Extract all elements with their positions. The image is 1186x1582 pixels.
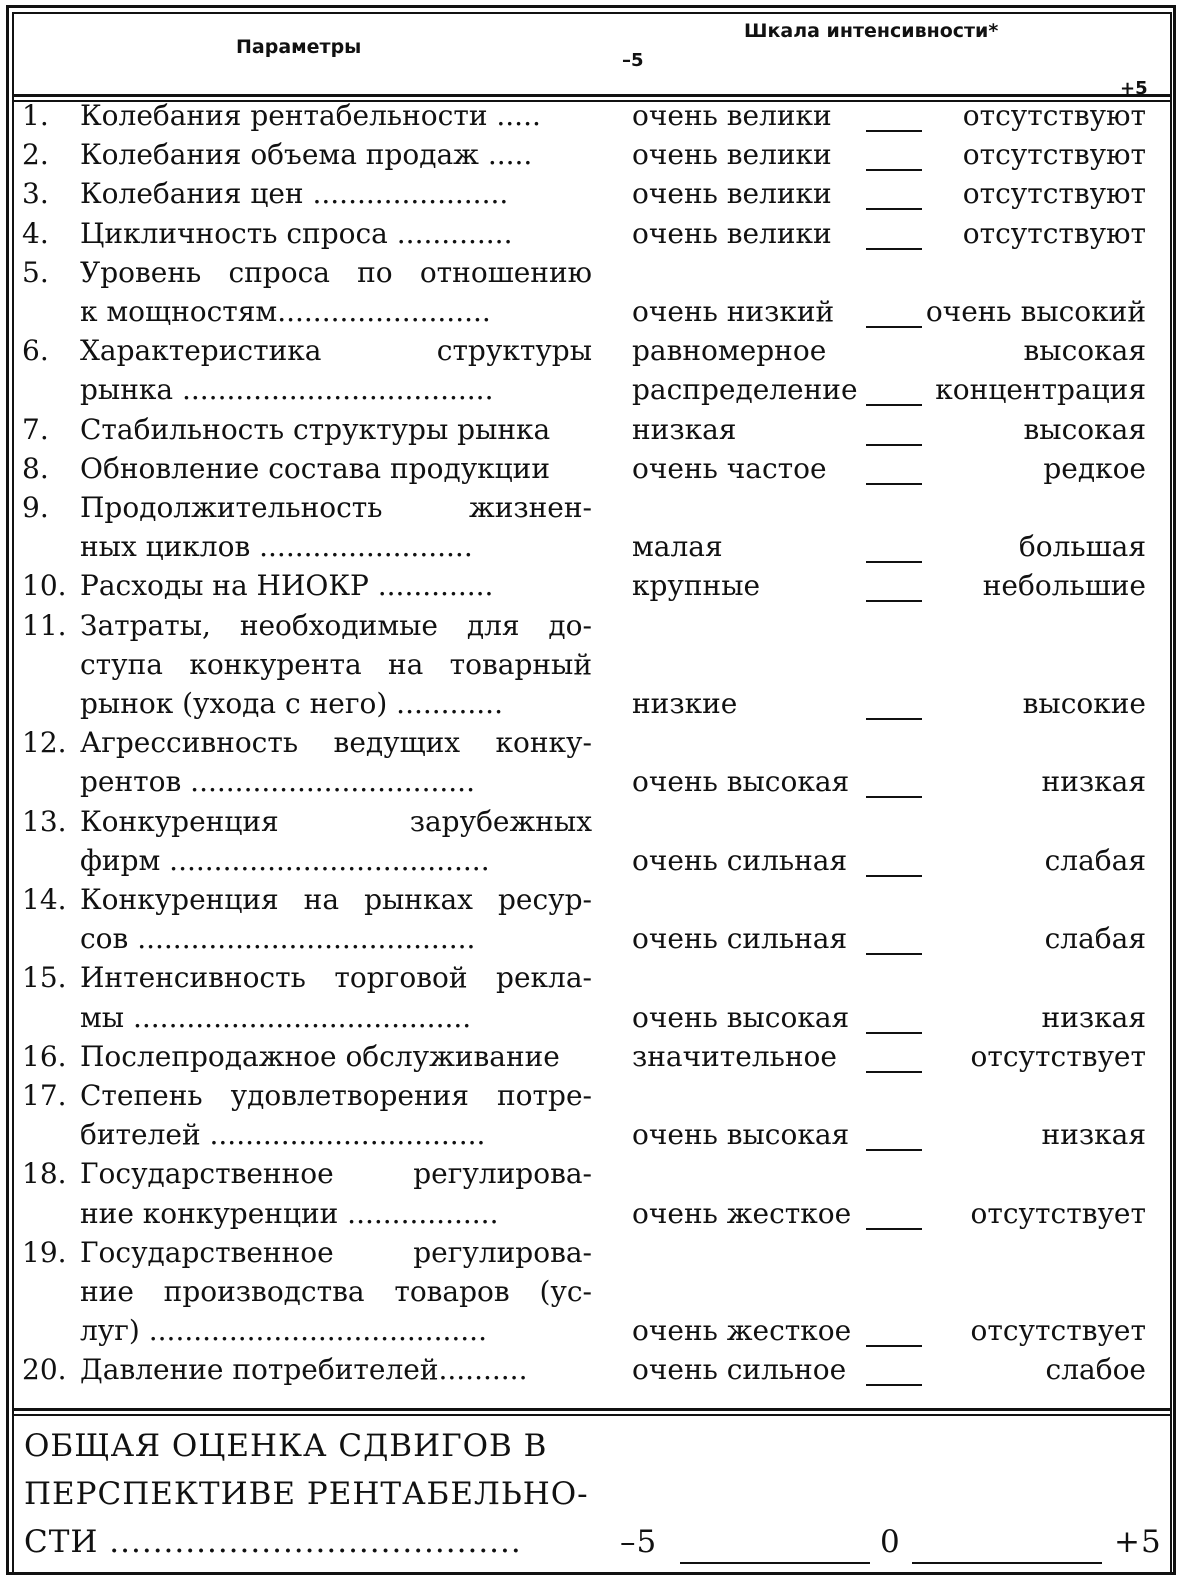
table-row: [0, 488, 1186, 528]
total-scale-zero: 0: [880, 1524, 901, 1560]
rating-blank: [866, 561, 922, 563]
scale-high-value: большая: [1018, 530, 1146, 564]
table-row: [0, 958, 1186, 998]
parameter-label: рынок (ухода с него) ............: [80, 687, 503, 720]
scale-low-value: очень жесткое: [632, 1314, 852, 1348]
row-number: 17.: [22, 1079, 67, 1112]
scale-low-value: очень высокая: [632, 1118, 850, 1152]
table-row: [0, 606, 1186, 646]
table-row: [0, 527, 1186, 567]
row-number: 3.: [22, 177, 49, 211]
table-row: [0, 880, 1186, 920]
table-row: [0, 331, 1186, 371]
scale-low-value: очень низкий: [632, 295, 835, 328]
parameter-label: Степень удовлетворения потре-: [80, 1079, 592, 1112]
total-scale-max: +5: [1114, 1524, 1162, 1560]
table-row: [0, 998, 1186, 1038]
table-row: [0, 919, 1186, 959]
rating-blank: [866, 169, 922, 171]
table-row: [0, 1154, 1186, 1194]
table-row: [0, 410, 1186, 450]
scale-low-value: очень высокая: [632, 1000, 850, 1034]
rating-blank: [866, 953, 922, 955]
table-row: [0, 566, 1186, 606]
rating-blank: [866, 326, 922, 328]
rating-blank: [866, 1345, 922, 1347]
scale-low-value: равномерное: [632, 334, 827, 368]
rating-blank: [866, 1149, 922, 1151]
row-number: 6.: [22, 334, 49, 368]
row-number: 18.: [22, 1157, 67, 1191]
table-row: [0, 1272, 1186, 1312]
parameter-label: Колебания объема продаж .....: [80, 138, 533, 172]
parameter-label: Продолжительность жизнен-: [80, 491, 592, 524]
row-number: 11.: [22, 608, 67, 642]
parameter-label: Цикличность спроса .............: [80, 216, 513, 250]
scale-high-value: отсутствует: [970, 1314, 1146, 1348]
parameter-label: ние конкуренции .................: [80, 1196, 499, 1230]
row-number: 10.: [22, 569, 67, 603]
scale-low-value: очень частое: [632, 451, 827, 485]
table-row: [0, 684, 1186, 724]
parameter-label: Стабильность структуры рынка: [80, 412, 551, 446]
scale-header: Шкала интенсивности*: [744, 20, 999, 42]
scale-high-value: высокая: [1023, 334, 1146, 368]
scale-high-value: очень высокий: [925, 295, 1146, 328]
scale-low-value: очень сильная: [632, 843, 848, 877]
table-row: [0, 1233, 1186, 1273]
scale-high-value: слабая: [1044, 922, 1146, 956]
scale-high-value: низкая: [1041, 765, 1146, 799]
total-label-line-1: ОБЩАЯ ОЦЕНКА СДВИГОВ В: [24, 1428, 548, 1464]
scale-low-value: очень сильное: [632, 1353, 847, 1387]
parameter-label: ных циклов ........................: [80, 530, 473, 564]
row-number: 8.: [22, 451, 49, 485]
table-row: [0, 214, 1186, 254]
table-row: [0, 1076, 1186, 1116]
parameter-label: Послепродажное обслуживание: [80, 1039, 560, 1073]
parameter-label: Характеристика структуры: [80, 334, 592, 368]
parameter-label: мы ......................................: [80, 1000, 472, 1034]
scale-high-value: высокие: [1022, 687, 1146, 720]
scale-low-value: очень велики: [632, 99, 832, 132]
scale-high-value: отсутствуют: [962, 99, 1146, 132]
table-row: [0, 292, 1186, 332]
row-number: 4.: [22, 216, 49, 250]
rating-blank: [866, 130, 922, 132]
parameter-label: рентов ................................: [80, 765, 475, 799]
scale-high-value: отсутствуют: [962, 138, 1146, 172]
scale-high-value: концентрация: [935, 373, 1146, 407]
table-row: [0, 645, 1186, 685]
parameter-label: к мощностям........................: [80, 295, 491, 328]
scale-high-value: низкая: [1041, 1118, 1146, 1152]
row-number: 9.: [22, 491, 49, 524]
table-row: [0, 370, 1186, 410]
rating-blank: [866, 796, 922, 798]
scale-high-value: отсутствует: [970, 1039, 1146, 1073]
scale-low-value: очень сильная: [632, 922, 848, 956]
table-row: [0, 96, 1186, 136]
row-number: 5.: [22, 255, 49, 289]
parameter-label: Обновление состава продукции: [80, 451, 550, 485]
table-row: [0, 253, 1186, 293]
row-number: 14.: [22, 883, 67, 916]
parameter-label: Колебания цен ......................: [80, 177, 509, 211]
scale-low-value: очень велики: [632, 177, 832, 211]
scale-low-value: очень жесткое: [632, 1196, 852, 1230]
parameter-label: бителей ...............................: [80, 1118, 486, 1152]
scale-low-value: крупные: [632, 569, 761, 603]
table-row: [0, 762, 1186, 802]
scale-low-value: очень велики: [632, 216, 832, 250]
rating-blank: [866, 1071, 922, 1073]
row-number: 19.: [22, 1235, 67, 1269]
rating-blank: [866, 248, 922, 250]
parameter-label: ние производства товаров (ус-: [80, 1275, 592, 1308]
params-header: Параметры: [236, 36, 362, 58]
parameter-label: Агрессивность ведущих конку-: [80, 726, 592, 760]
total-divider-inner: [14, 1414, 1170, 1416]
parameter-label: Уровень спроса по отношению: [80, 255, 592, 289]
parameter-label: Интенсивность торговой рекла-: [80, 961, 592, 995]
rating-blank: [866, 718, 922, 720]
total-scale-line-left: [680, 1562, 870, 1564]
rating-blank: [866, 875, 922, 877]
parameter-label: Конкуренция на рынках ресур-: [80, 883, 592, 916]
scale-high-value: отсутствует: [970, 1196, 1146, 1230]
rating-blank: [866, 1228, 922, 1230]
scale-low-value: очень велики: [632, 138, 832, 172]
row-number: 15.: [22, 961, 67, 995]
parameter-label: рынка ...................................: [80, 373, 494, 407]
parameter-label: сов ......................................: [80, 922, 476, 956]
scale-low-value: малая: [632, 530, 723, 564]
rating-blank: [866, 483, 922, 485]
scale-high-value: отсутствуют: [962, 177, 1146, 211]
scale-high-value: отсутствуют: [962, 216, 1146, 250]
rating-blank: [866, 1384, 922, 1386]
row-number: 12.: [22, 726, 67, 760]
parameter-label: луг) ......................................: [80, 1314, 487, 1348]
scale-high-value: небольшие: [982, 569, 1146, 603]
row-number: 7.: [22, 412, 49, 446]
scale-low-value: низкие: [632, 687, 738, 720]
parameter-label: фирм ....................................: [80, 843, 490, 877]
row-number: 2.: [22, 138, 49, 172]
scale-high-value: высокая: [1023, 412, 1146, 446]
row-number: 20.: [22, 1353, 67, 1387]
scale-min-label: –5: [622, 50, 644, 71]
total-label-line-3: СТИ ......................................: [24, 1524, 522, 1560]
parameter-label: Затраты, необходимые для до-: [80, 608, 592, 642]
parameter-label: Давление потребителей..........: [80, 1353, 528, 1387]
parameter-label: Расходы на НИОКР .............: [80, 569, 494, 603]
parameter-label: ступа конкурента на товарный: [80, 647, 592, 681]
scale-low-value: распределение: [632, 373, 858, 407]
scale-high-value: низкая: [1041, 1000, 1146, 1034]
table-row: [0, 1311, 1186, 1351]
scale-high-value: слабое: [1045, 1353, 1146, 1387]
total-label-line-2: ПЕРСПЕКТИВЕ РЕНТАБЕЛЬНО-: [24, 1476, 589, 1512]
table-row: [0, 802, 1186, 842]
row-number: 16.: [22, 1039, 67, 1073]
table-row: [0, 174, 1186, 214]
table-row: [0, 135, 1186, 175]
total-scale-line-right: [912, 1562, 1102, 1564]
table-row: [0, 1350, 1186, 1390]
parameter-label: Конкуренция зарубежных: [80, 804, 592, 838]
total-divider: [14, 1408, 1170, 1411]
row-number: 13.: [22, 804, 67, 838]
scale-low-value: значительное: [632, 1039, 837, 1073]
rating-blank: [866, 444, 922, 446]
rating-blank: [866, 1032, 922, 1034]
rating-blank: [866, 600, 922, 602]
table-row: [0, 449, 1186, 489]
scale-high-value: слабая: [1044, 843, 1146, 877]
parameter-label: Колебания рентабельности .....: [80, 99, 541, 132]
row-number: 1.: [22, 99, 49, 132]
scale-low-value: очень высокая: [632, 765, 850, 799]
rating-blank: [866, 404, 922, 406]
scale-low-value: низкая: [632, 412, 737, 446]
table-row: [0, 1194, 1186, 1234]
scale-high-value: редкое: [1043, 451, 1146, 485]
table-row: [0, 1115, 1186, 1155]
table-row: [0, 1037, 1186, 1077]
parameter-label: Государственное регулирова-: [80, 1235, 592, 1269]
table-row: [0, 841, 1186, 881]
table-row: [0, 723, 1186, 763]
total-scale-min: –5: [620, 1524, 658, 1560]
parameter-label: Государственное регулирова-: [80, 1157, 592, 1191]
scale-max-label: +5: [1120, 78, 1148, 99]
rating-blank: [866, 208, 922, 210]
